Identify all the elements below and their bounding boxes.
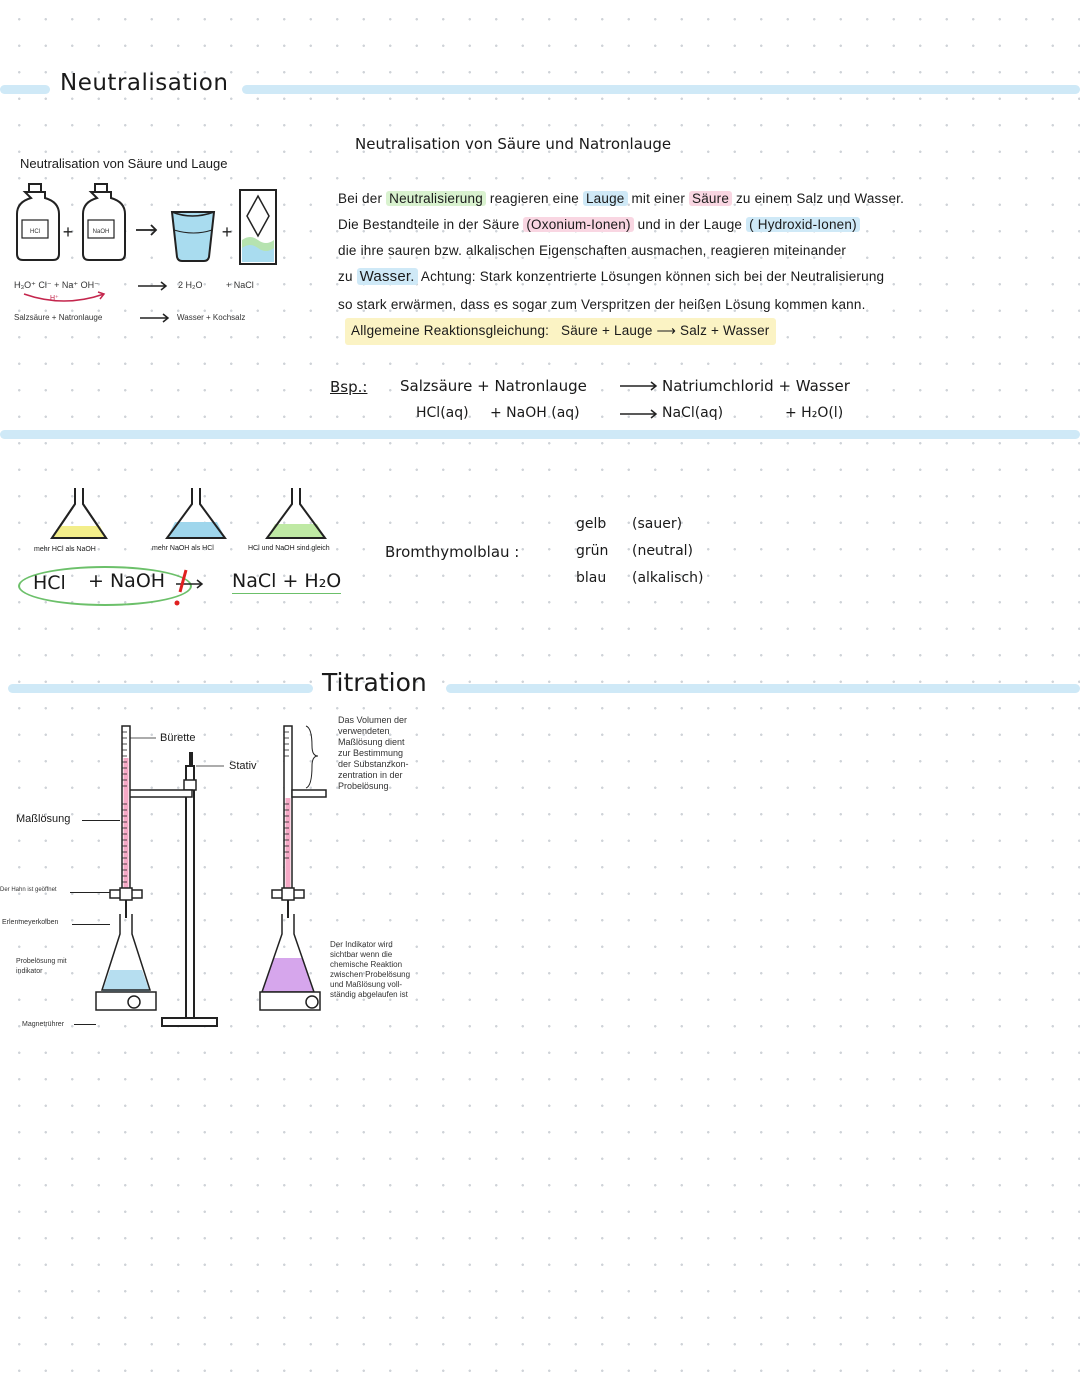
text-line-1 (338, 186, 904, 213)
general-label: Allgemeine Reaktionsgleichung: (351, 323, 550, 338)
note-volume (338, 715, 409, 792)
titration-apparatus (80, 718, 340, 1038)
formula-h2o: + H₂O(l) (785, 405, 844, 421)
keyword-hydroxid: ( Hydroxid-Ionen) (746, 217, 860, 232)
section-rule-left (0, 85, 50, 94)
names-left: Salzsäure + Natronlauge (14, 313, 103, 322)
line2-a: Die Bestandteile in der Säure (338, 217, 520, 232)
equation-naoh: + NaOH (88, 570, 166, 592)
indicator-flasks (30, 484, 360, 544)
line1-c: mit einer (631, 191, 686, 206)
note-volume-line: zentration in der (338, 770, 403, 780)
keyword-saeure: Säure (689, 191, 732, 206)
salt-package-icon (240, 190, 276, 264)
line4-b: Achtung: Stark konzentrierte Lösungen können sich bei der Neutralisierung (420, 269, 885, 284)
formula-hcl: HCl(aq) (416, 405, 469, 421)
note-volume-line: Maßlösung dient (338, 737, 405, 747)
flask-yellow-icon (52, 488, 106, 538)
stand-rod (186, 766, 194, 1018)
ionic-water: 2 H₂O (178, 280, 203, 290)
label-stativ: Stativ (229, 760, 257, 772)
titration-title: Titration (322, 668, 427, 697)
reagent-bottle-naoh (83, 184, 125, 260)
note-volume-line: verwendeten (338, 726, 390, 736)
clamp-arm (128, 790, 192, 797)
keyword-neutralisierung: Neutralisierung (386, 191, 486, 206)
note-indicator-line: chemische Reaktion (330, 960, 403, 969)
proton-transfer-arrow-icon (20, 290, 110, 306)
indicator-meaning-1: (sauer) (632, 516, 683, 532)
example-words-right: Natriumchlorid + Wasser (662, 377, 850, 395)
indicator-meaning-3: (alkalisch) (632, 570, 704, 586)
line1-d: zu einem Salz und Wasser. (735, 191, 905, 206)
text-line-2 (338, 212, 860, 239)
indicator-color-1: gelb (576, 516, 607, 532)
massloesung-leader (82, 820, 120, 821)
water-glass-icon (172, 212, 214, 261)
formula-naoh: + NaOH (aq) (490, 405, 580, 421)
erlenmeyer-leader (72, 924, 110, 925)
note-volume-line: zur Bestimmung (338, 748, 404, 758)
magnet-leader (74, 1024, 96, 1025)
note-indicator-line: sichtbar wenn die (330, 950, 393, 959)
text-heading: Neutralisation von Säure und Natronlauge (355, 135, 672, 153)
equation-hcl: HCl (33, 572, 66, 594)
general-eq: Säure + Lauge ⟶ Salz + Wasser (560, 323, 770, 338)
flask-blue-icon (167, 488, 225, 538)
line2-b: und in der Lauge (637, 217, 743, 232)
flask3-caption: HCl und NaOH sind gleich (248, 545, 330, 552)
stand-base (162, 1018, 217, 1026)
flask-green-icon (267, 488, 325, 538)
names-right: Wasser + Kochsalz (177, 313, 246, 322)
hahn-leader (70, 892, 110, 893)
names-arrow-icon (140, 312, 172, 324)
text-line-5: so stark erwärmen, dass es sogar zum Verspritzen der heißen Lösung kommen kann. (338, 297, 866, 312)
note-volume-line: der Substanzkon- (338, 759, 409, 769)
label-massloesung: Maßlösung (16, 813, 71, 825)
keyword-oxonium: (Oxonium-Ionen) (523, 217, 633, 232)
plus-icon-2: + (221, 222, 233, 242)
no-reaction-arrow-icon (168, 566, 208, 612)
note-indicator-line: und Maßlösung voll- (330, 980, 403, 989)
label-magnetruehrer: Magnetrührer (22, 1021, 65, 1028)
plus-icon: + (62, 222, 74, 242)
section-divider-1 (0, 430, 1080, 439)
reaction-arrow-icon (136, 225, 156, 235)
indicator-meaning-2: (neutral) (632, 543, 693, 559)
reagent-bottle-hcl (17, 184, 59, 260)
diagram-title: Neutralisation von Säure und Lauge (20, 156, 228, 171)
formula-arrow-icon (620, 408, 660, 420)
section-rule-right (242, 85, 1080, 94)
ionic-equation-left: H₃O⁺ Cl⁻ + Na⁺ OH⁻ (14, 280, 99, 290)
note-indicator-line: ständig abgelaufen ist (330, 990, 408, 999)
page-title: Neutralisation (60, 70, 229, 96)
transfer-label: H⁺ (50, 295, 59, 302)
label-probeloesung: Probelösung mit indikator (16, 958, 67, 975)
line1-b: reagieren eine (489, 191, 580, 206)
formula-nacl: NaCl(aq) (662, 405, 724, 421)
line4-a: zu (338, 269, 353, 284)
bottle2-label: NaOH (92, 229, 110, 235)
example-label: Bsp.: (330, 378, 368, 396)
line1-a: Bei der (338, 191, 383, 206)
ionic-arrow-icon (138, 280, 170, 292)
note-indicator-line: zwischen Probelösung (330, 970, 411, 979)
indicator-color-2: grün (576, 543, 609, 559)
stirrer-left (96, 992, 156, 1010)
note-volume-line: Das Volumen der (338, 715, 408, 725)
text-line-3: die ihre sauren bzw. alkalischen Eigenschaften ausmachen, reagieren miteinander (338, 243, 847, 258)
ionic-salt: + NaCl (226, 280, 254, 290)
section-rule-titration-left (8, 684, 313, 693)
flask2-caption: mehr NaOH als HCl (152, 545, 214, 552)
text-line-4 (338, 264, 884, 291)
note-indicator (330, 940, 410, 1000)
stand-knob (189, 752, 193, 766)
note-volume-line: Probelösung (338, 781, 389, 791)
example-arrow-icon (620, 380, 660, 392)
bottle1-label: HCl (30, 229, 40, 235)
example-words-left: Salzsäure + Natronlauge (400, 377, 587, 395)
label-hahn: Der Hahn ist geöffnet (0, 887, 57, 893)
note-indicator-line: Der Indikator wird (330, 940, 393, 949)
general-equation (345, 318, 776, 345)
section-rule-titration-right (446, 684, 1080, 693)
label-erlenmeyer: Erlenmeyerkolben (2, 919, 59, 926)
keyword-lauge: Lauge (583, 191, 628, 206)
flask1-caption: mehr HCl als NaOH (34, 546, 96, 553)
indicator-name: Bromthymolblau : (385, 543, 520, 561)
equation-right: NaCl + H₂O (232, 570, 342, 592)
neutralisation-diagram (10, 180, 290, 275)
keyword-wasser: Wasser. (357, 268, 418, 285)
indicator-color-3: blau (576, 570, 607, 586)
label-buerette: Bürette (160, 732, 196, 744)
